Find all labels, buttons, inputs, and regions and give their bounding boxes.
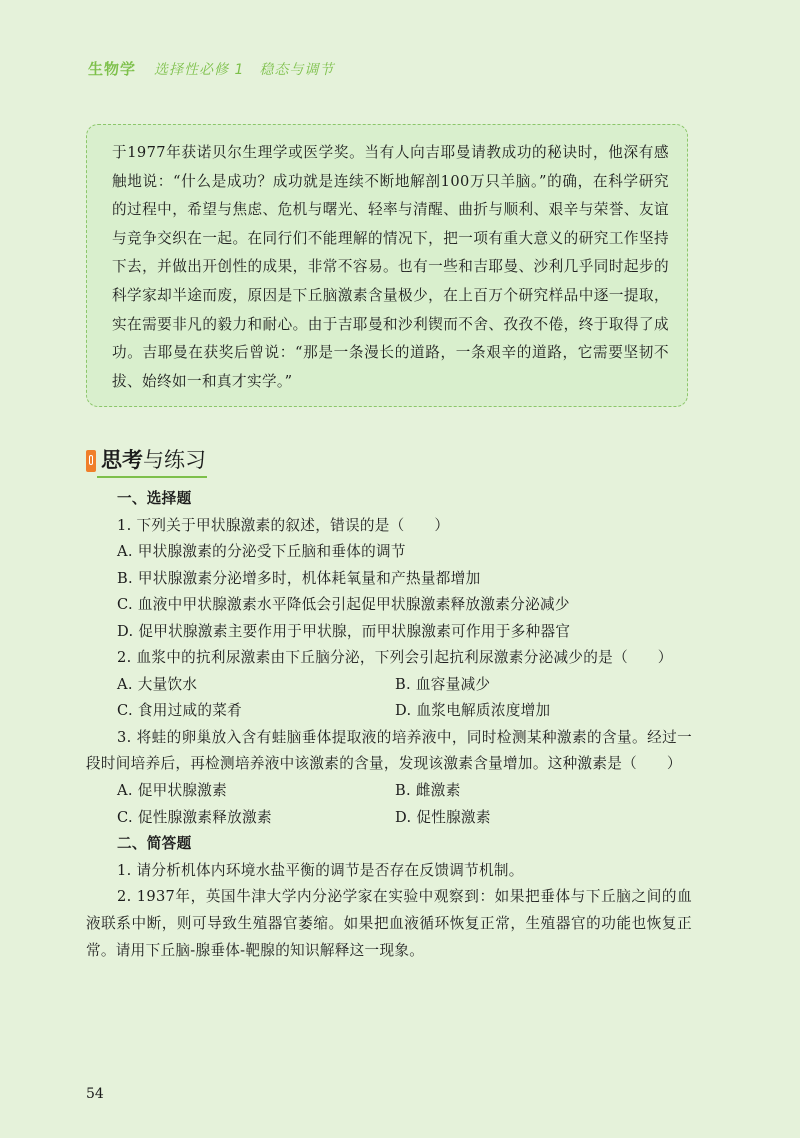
exercise-list — [86, 486, 692, 964]
q3-option-b: B. 雌激素 — [395, 782, 461, 800]
section-title-rest: 与练习 — [143, 448, 206, 472]
running-header — [88, 58, 334, 79]
q3-options-row-1 — [86, 778, 692, 805]
page-number: 54 — [86, 1086, 104, 1102]
section-underline — [97, 476, 207, 478]
q1-option-c: C. 血液中甲状腺激素水平降低会引起促甲状腺激素释放激素分泌减少 — [117, 596, 570, 613]
part1-title: 一、选择题 — [117, 490, 192, 507]
q2-option-d: D. 血浆电解质浓度增加 — [395, 702, 551, 719]
section-title — [101, 446, 206, 474]
q2-options-row-2 — [86, 698, 692, 725]
subject-label: 生物学 — [88, 60, 137, 78]
q3-option-c: C. 促性腺激素释放激素 — [117, 808, 272, 826]
q1-option-a: A. 甲状腺激素的分泌受下丘脑和垂体的调节 — [117, 543, 406, 560]
story-text: 于1977年获诺贝尔生理学或医学奖。当有人向吉耶曼请教成功的秘诀时，他深有感触地说：“什么是成功？成功就是连续不断地解剖100万只羊脑。”的确，在科学研究的过程中，希望与焦虑、危机与曙光、轻率与清醒、曲折与顺利、艰辛与荣誉、友谊与竞争交织在一起。在同行们不能理解的情况下，把一项有重大意义的研究工作坚持下去，并做出开创性的成果，非常不容易。也有一些和吉耶曼、沙利几乎同时起步的科学家却半途而废，原因是下丘脑激素含量极少，在上百万个研究样品中逐一提取，实在需要非凡的毅力和耐心。由于吉耶曼和沙利锲而不舍、孜孜不倦，终于取得了成功。吉耶曼在获奖后曾说：“那是一条漫长的道路，一条艰辛的道路，它需要坚韧不拔、始终如一和真才实学。” — [112, 144, 669, 390]
q2-option-a: A. 大量饮水 — [117, 675, 198, 693]
story-box — [86, 124, 688, 407]
q3-options-row-2 — [86, 805, 692, 832]
q3-stem: 3. 将蛙的卵巢放入含有蛙脑垂体提取液的培养液中，同时检测某种激素的含量。经过一段时间培养后，再检测培养液中该激素的含量，发现该激素含量增加。这种激素是（ ） — [86, 728, 692, 773]
q3-option-a: A. 促甲状腺激素 — [117, 782, 228, 800]
q3-option-d: D. 促性腺激素 — [395, 808, 491, 826]
exercise-icon — [86, 450, 96, 472]
q1-stem: 1. 下列关于甲状腺激素的叙述，错误的是（ ） — [117, 516, 450, 534]
short-q2: 2. 1937年，英国牛津大学内分泌学家在实验中观察到：如果把垂体与下丘脑之间的血液联系中断，则可导致生殖器官萎缩。如果把血液循环恢复正常，生殖器官的功能也恢复正常。请用下丘脑-腺垂体-靶腺的知识解释这一现象。 — [86, 888, 692, 959]
q2-stem: 2. 血浆中的抗利尿激素由下丘脑分泌，下列会引起抗利尿激素分泌减少的是（ ） — [117, 649, 673, 666]
book-title: 选择性必修 1 稳态与调节 — [154, 62, 335, 78]
section-heading — [86, 446, 206, 476]
q2-option-c: C. 食用过咸的菜肴 — [117, 702, 243, 719]
section-title-strong: 思考 — [101, 448, 143, 472]
part2-title: 二、简答题 — [117, 835, 192, 853]
q2-option-b: B. 血容量减少 — [395, 675, 491, 693]
short-q1: 1. 请分析机体内环境水盐平衡的调节是否存在反馈调节机制。 — [117, 861, 524, 879]
q1-option-d: D. 促甲状腺激素主要作用于甲状腺，而甲状腺激素可作用于多种器官 — [117, 622, 571, 640]
q1-option-b: B. 甲状腺激素分泌增多时，机体耗氧量和产热量都增加 — [117, 569, 481, 587]
q2-options-row-1 — [86, 672, 692, 699]
